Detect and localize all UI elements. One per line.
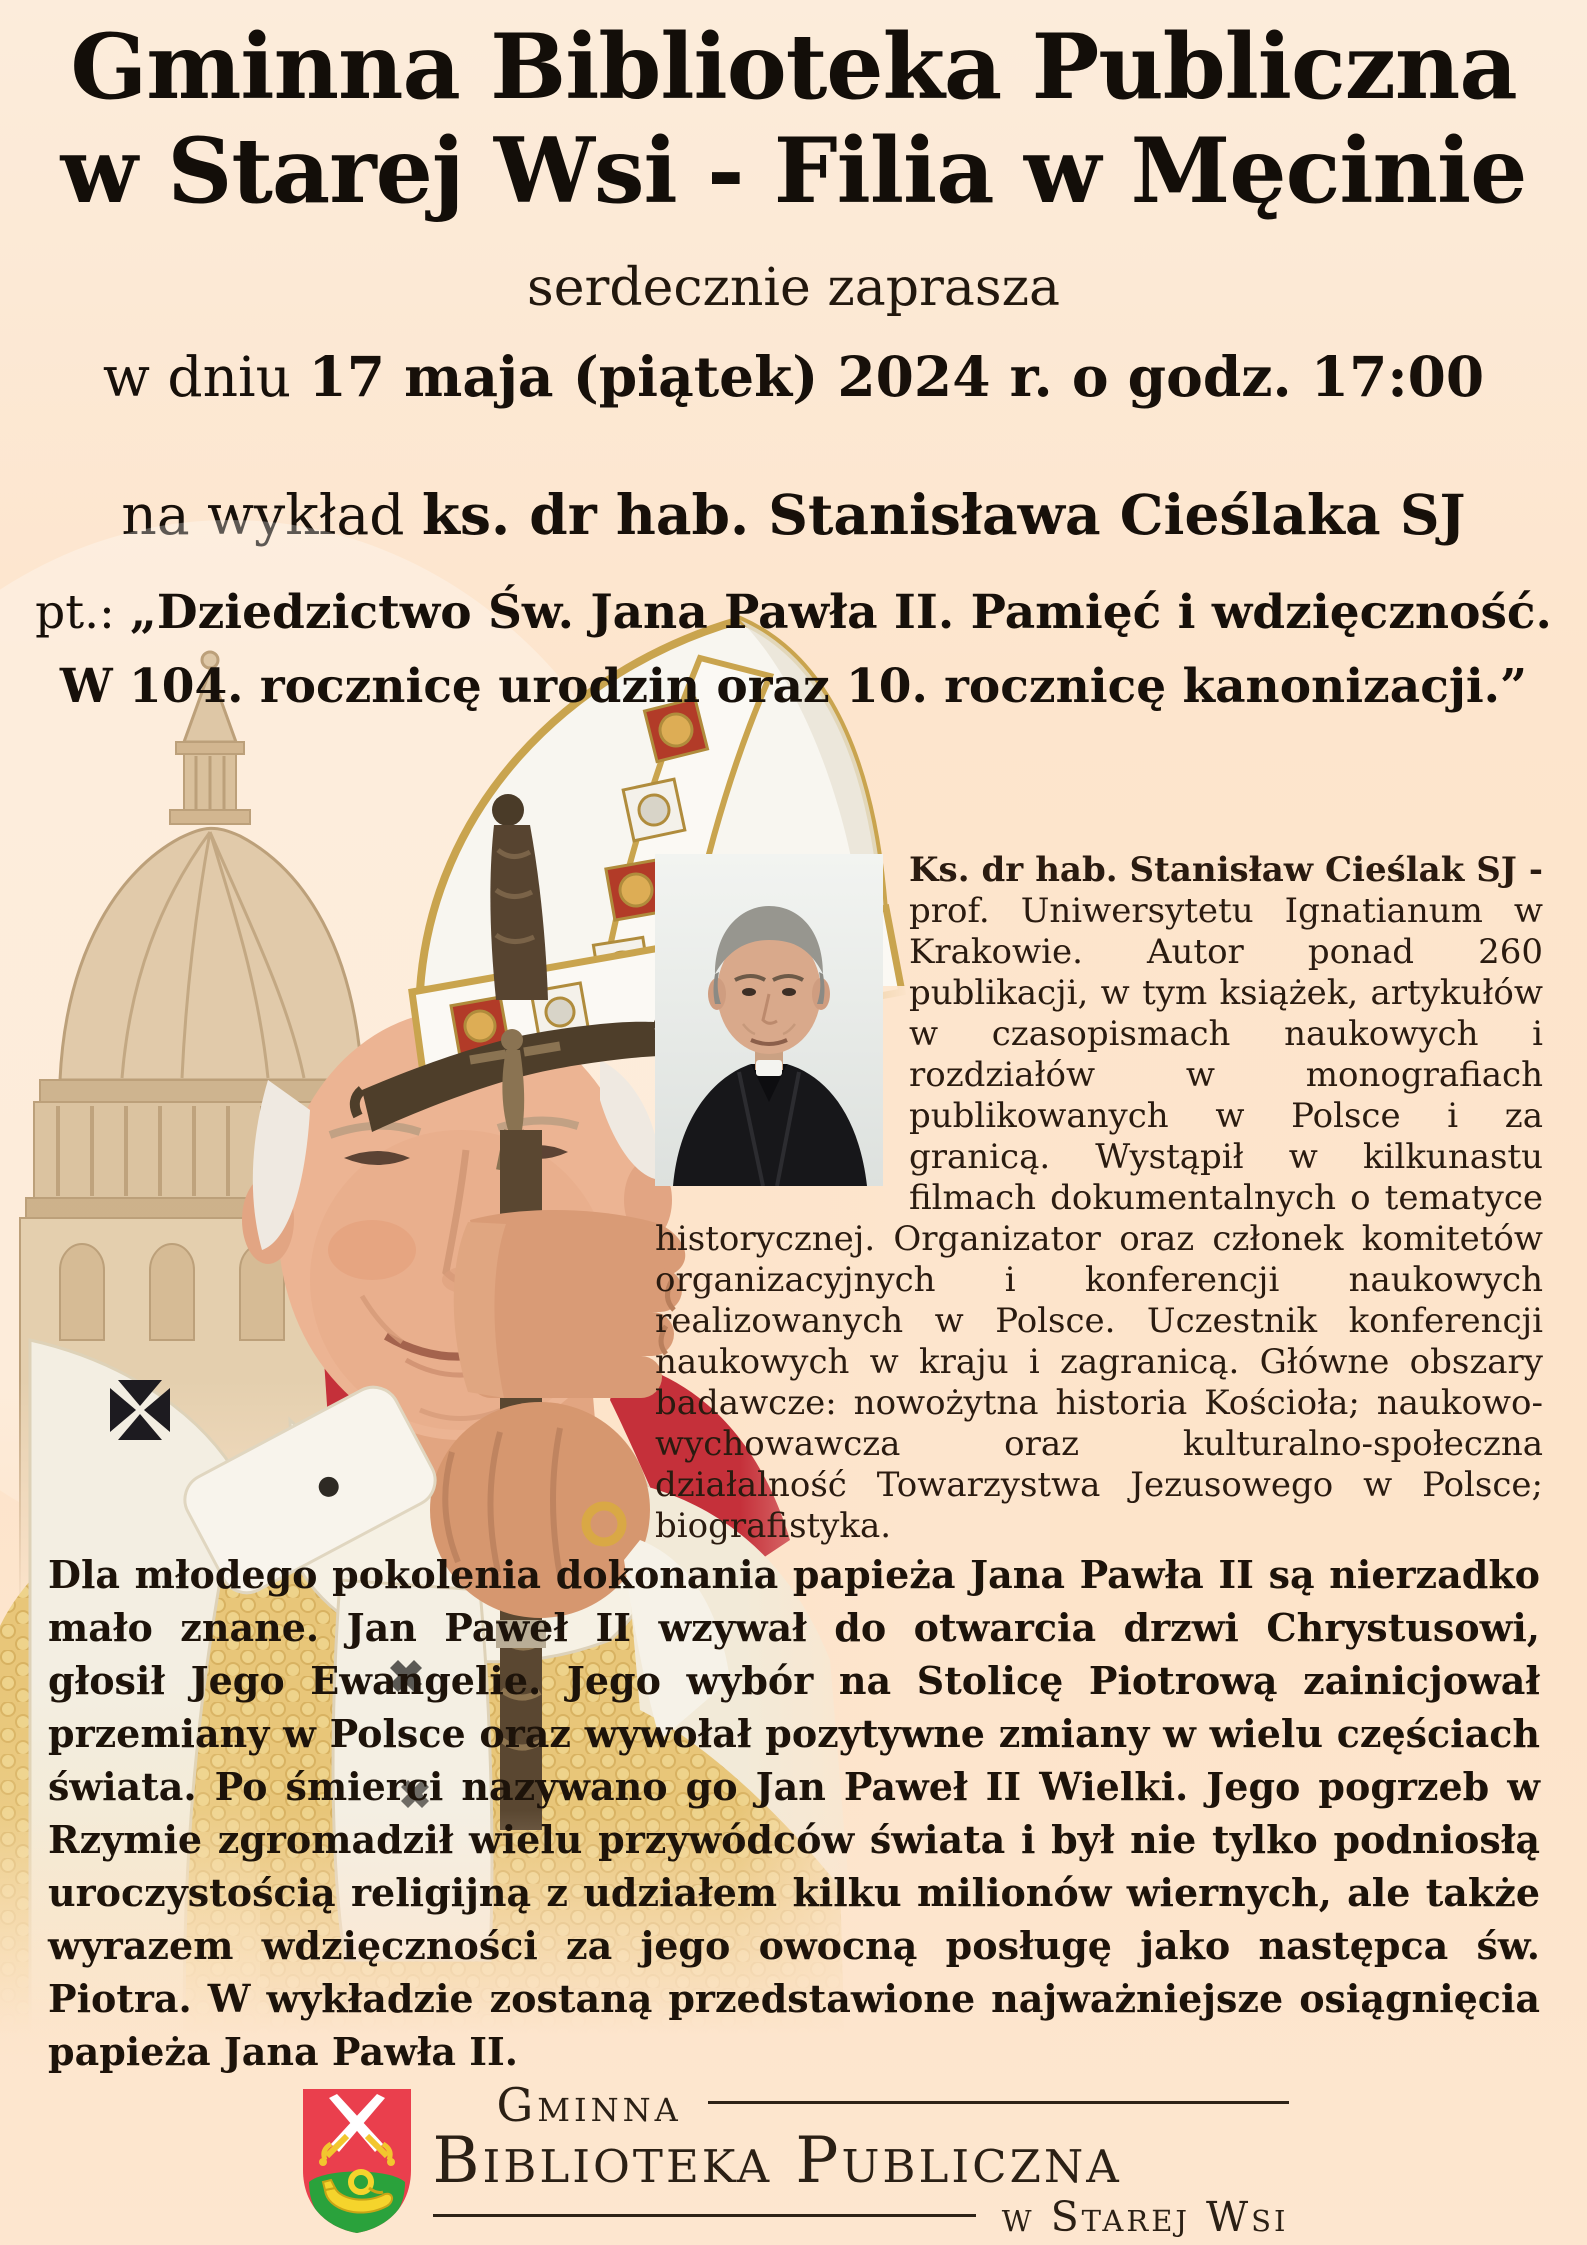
title-line-2: w Starej Wsi - Filia w Męcinie: [60, 117, 1527, 224]
logo-w-starej-wsi: w Starej Wsi: [1001, 2193, 1289, 2242]
logo-divider-bottom: [433, 2214, 976, 2217]
title-prefix: pt.:: [35, 585, 130, 640]
library-logo: [0, 2078, 1587, 2242]
lecture-title-line-2: W 104. rocznicę urodzin oraz 10. rocznicę kanonizacji.”: [59, 659, 1528, 714]
title-line-1: Gminna Biblioteka Publiczna: [70, 14, 1517, 120]
logo-divider-top: [708, 2101, 1289, 2104]
logo-row-1: [433, 2078, 1289, 2132]
invitation-subtitle: serdecznie zaprasza: [527, 258, 1060, 318]
logo-biblioteka-publiczna: Biblioteka Publiczna: [432, 2124, 1122, 2198]
logo-gminna: Gminna: [496, 2078, 682, 2132]
biography-lead: Ks. dr hab. Stanisław Cieślak SJ -: [909, 850, 1543, 890]
lecturer-name: ks. dr hab. Stanisława Cieślaka SJ: [421, 482, 1466, 547]
lecture-prefix: na wykład: [121, 483, 422, 547]
biography-section: [655, 850, 1543, 1547]
logo-row-3: [433, 2193, 1289, 2242]
page-title: [0, 16, 1587, 223]
event-description: [48, 1548, 1540, 2078]
lecture-title-text-1: „Dziedzictwo Św. Jana Pawła II. Pamięć i wdzięczność.: [129, 585, 1552, 640]
event-date: 17 maja (piątek) 2024 r. o godz. 17:00: [308, 344, 1485, 409]
biography-body: prof. Uniwersytetu Ignatianum w Krakowie. Autor ponad 260 publikacji, w tym książek, artykułów w czasopismach naukowych i rozdziałów w monografiach publikowanych w Polsce i za granicą. Wystąpił w kilkunastu filmach dokumentalnych o tematyce historycznej. Organizator oraz członek komitetów organizacyjnych i konferencji naukowych realizowanych w Polsce. Uczestnik konferencji naukowych w kraju i zagranicą. Główne obszary badawcze: nowożytna historia Kościoła; naukowo-wychowawcza oraz kulturalno-społeczna działalność Towarzystwa Jezusowego w Polsce; biografistyka.: [655, 891, 1543, 1546]
lecture-title-line-1: [0, 576, 1587, 650]
event-description-text: Dla młodego pokolenia dokonania papieża Jana Pawła II są nierzadko mało znane. Jan Paweł II wzywał do otwarcia drzwi Chrystusowi, głosił Jego Ewangelie. Jego wybór na Stolicę Piotrową zainicjował przemiany w Polsce oraz wywołał pozytywne zmiany w wielu częściach świata. Po śmierci nazywano go Jan Paweł II Wielki. Jego pogrzeb w Rzymie zgromadził wielu przywódców świata i był nie tylko podniosłą uroczystością religijną z udziałem kilku milionów wiernych, ale także wyrazem wdzięczności za jego owocną posługę jako następca św. Piotra. W wykładzie zostaną przedstawione najważniejsze osiągnięcia papieża Jana Pawła II.: [48, 1552, 1540, 2074]
coat-of-arms: [299, 2086, 415, 2234]
clerical-collar: [756, 1060, 782, 1076]
priest-portrait-art: [655, 854, 883, 1186]
event-date-line: [0, 344, 1587, 409]
library-logo-text: [432, 2078, 1289, 2242]
upper-hand: [454, 1210, 686, 1398]
priest-portrait-photo: [655, 854, 883, 1186]
lecture-title: [0, 576, 1587, 724]
date-prefix: w dniu: [102, 345, 309, 409]
